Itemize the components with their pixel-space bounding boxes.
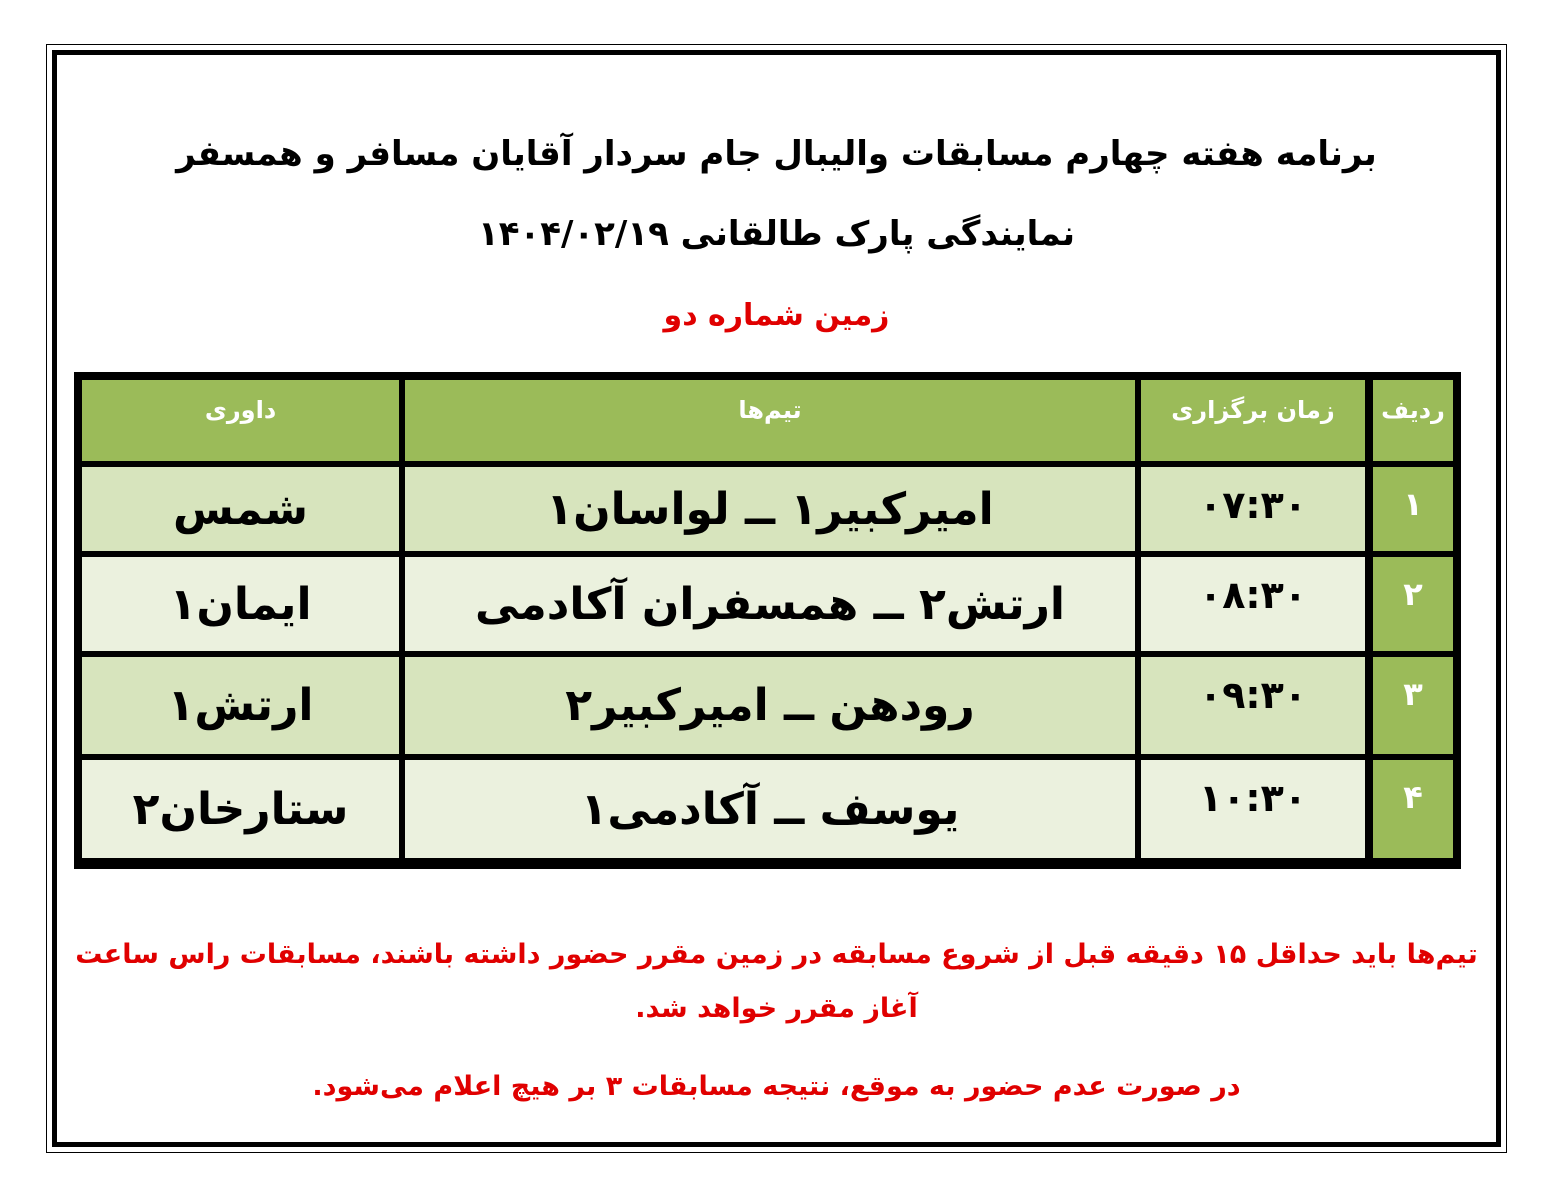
schedule-table	[74, 372, 1461, 869]
match-referee: ستارخان۲	[82, 760, 399, 858]
match-teams: امیرکبیر۱ ــ لواسان۱	[405, 467, 1135, 551]
match-referee: ارتش۱	[82, 657, 399, 754]
header-referee: داوری	[82, 380, 399, 461]
page-subtitle-date: نمایندگی پارک طالقانی ۱۴۰۴/۰۲/۱۹	[477, 214, 1076, 254]
row-number: ۴	[1373, 760, 1453, 858]
match-teams: ارتش۲ ــ همسفران آکادمی	[405, 557, 1135, 651]
match-teams: رودهن ــ امیرکبیر۲	[405, 657, 1135, 754]
row-number: ۱	[1373, 467, 1453, 551]
match-referee: شمس	[82, 467, 399, 551]
header-row-number: ردیف	[1373, 380, 1453, 461]
row-number: ۲	[1373, 557, 1453, 651]
attendance-notice: تیم‌ها باید حداقل ۱۵ دقیقه قبل از شروع مسابقه در زمین مقرر حضور داشته باشند، مسابقات راس ساعت آغاز مقرر خواهد شد.	[75, 939, 1478, 1024]
match-time: ۰۸:۳۰	[1141, 557, 1365, 651]
header-teams: تیم‌ها	[405, 380, 1135, 461]
court-label: زمین شماره دو	[663, 298, 890, 333]
match-time: ۰۹:۳۰	[1141, 657, 1365, 754]
header-time: زمان برگزاری	[1141, 380, 1365, 461]
page-title: برنامه هفته چهارم مسابقات والیبال جام سردار آقایان مسافر و همسفر	[176, 134, 1377, 174]
match-referee: ایمان۱	[82, 557, 399, 651]
forfeit-notice: در صورت عدم حضور به موقع، نتیجه مسابقات ۳ بر هیچ اعلام می‌شود.	[312, 1071, 1241, 1102]
row-number: ۳	[1373, 657, 1453, 754]
match-teams: یوسف ــ آکادمی۱	[405, 760, 1135, 858]
match-time: ۰۷:۳۰	[1141, 467, 1365, 551]
match-time: ۱۰:۳۰	[1141, 760, 1365, 858]
